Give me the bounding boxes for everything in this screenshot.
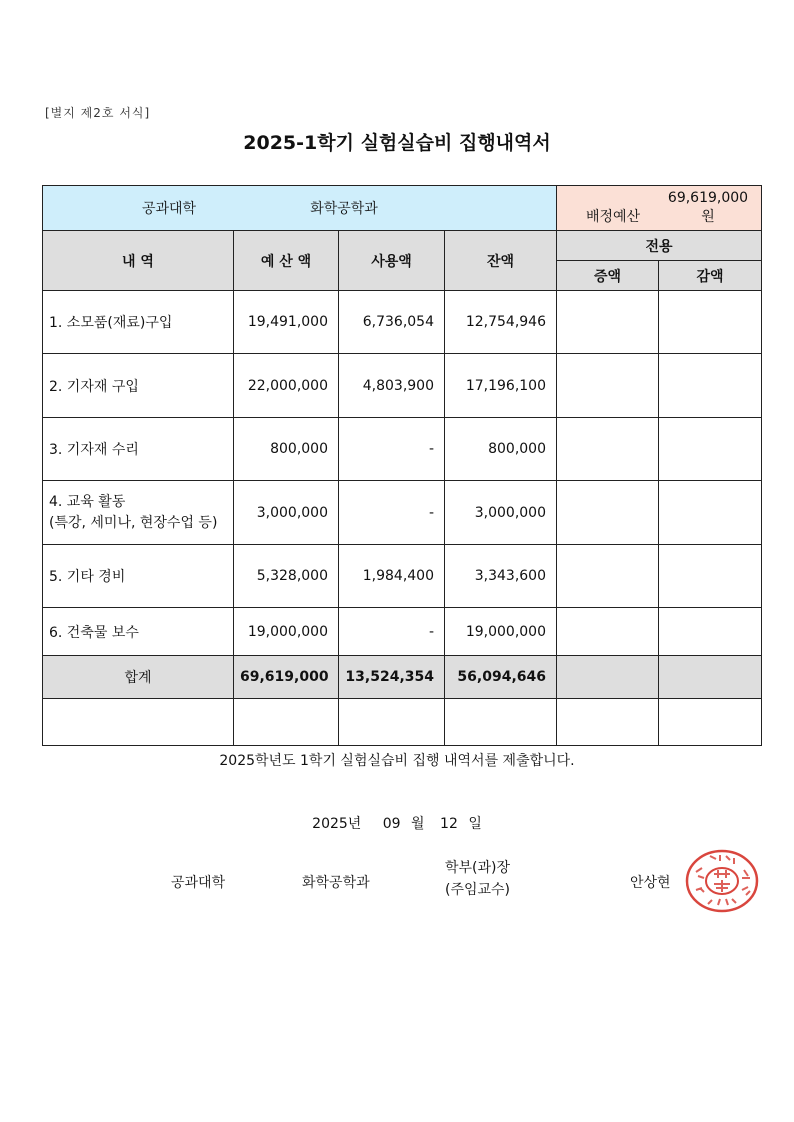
row-item: 1. 소모품(재료)구입: [43, 291, 234, 354]
row-increase: [557, 418, 659, 481]
row-budget: 5,328,000: [234, 545, 339, 608]
date-day-label: 일: [468, 816, 482, 832]
row-used: -: [339, 481, 445, 545]
row-decrease: [659, 481, 762, 545]
table-row: [43, 608, 762, 656]
row-balance: 12,754,946: [445, 291, 557, 354]
signature-position-title: 학부(과)장: [445, 860, 511, 876]
total-row: [43, 656, 762, 699]
col-header-transfer: 전용: [557, 231, 762, 261]
row-used: 6,736,054: [339, 291, 445, 354]
document-title: 2025-1학기 실험실습비 집행내역서: [243, 132, 551, 154]
form-number: [별지 제2호 서식]: [45, 106, 151, 120]
row-increase: [557, 608, 659, 656]
row-item: 3. 기자재 수리: [43, 418, 234, 481]
column-header-row-1: [43, 231, 762, 261]
signature-position: [445, 857, 510, 901]
row-used: 4,803,900: [339, 354, 445, 418]
row-increase: [557, 545, 659, 608]
total-budget: 69,619,000: [234, 656, 339, 699]
col-header-budget: 예 산 액: [234, 231, 339, 291]
table-row: [43, 545, 762, 608]
row-increase: [557, 354, 659, 418]
table-row: [43, 291, 762, 354]
row-used: -: [339, 418, 445, 481]
budget-table: [42, 185, 762, 746]
signature-department: 화학공학과: [302, 875, 370, 891]
row-balance: 3,343,600: [445, 545, 557, 608]
signature-college: 공과대학: [171, 875, 226, 891]
college-name: 공과대학: [141, 201, 197, 217]
allocated-budget-label: 배정예산: [585, 209, 641, 225]
row-balance: 800,000: [445, 418, 557, 481]
allocated-budget-cell: [557, 186, 762, 231]
row-increase: [557, 481, 659, 545]
row-balance: 17,196,100: [445, 354, 557, 418]
row-item: 2. 기자재 구입: [43, 354, 234, 418]
row-budget: 22,000,000: [234, 354, 339, 418]
row-decrease: [659, 608, 762, 656]
total-decrease: [659, 656, 762, 699]
submission-statement: 2025학년도 1학기 실험실습비 집행 내역서를 제출합니다.: [219, 753, 575, 769]
row-budget: 800,000: [234, 418, 339, 481]
row-decrease: [659, 418, 762, 481]
total-used: 13,524,354: [339, 656, 445, 699]
signature-name: 안상현: [630, 875, 671, 891]
signature-position-subtitle: (주임교수): [445, 882, 511, 898]
row-item: [43, 481, 234, 545]
table-row: [43, 354, 762, 418]
table-trailing-space: [43, 699, 762, 746]
date-day-number: 12: [440, 816, 458, 832]
date-month-number: 09: [382, 816, 401, 832]
row-item: 6. 건축물 보수: [43, 608, 234, 656]
col-header-used: 사용액: [339, 231, 445, 291]
allocated-budget-value: 69,619,000 원: [667, 190, 749, 225]
row-decrease: [659, 545, 762, 608]
row-increase: [557, 291, 659, 354]
row-decrease: [659, 354, 762, 418]
date-year: 2025년: [312, 816, 362, 832]
table-row: [43, 418, 762, 481]
table-header-info-row: [43, 186, 762, 231]
total-balance: 56,094,646: [445, 656, 557, 699]
row-used: -: [339, 608, 445, 656]
row-balance: 19,000,000: [445, 608, 557, 656]
col-header-item: 내 역: [43, 231, 234, 291]
row-balance: 3,000,000: [445, 481, 557, 545]
table-row: [43, 481, 762, 545]
row-item-sub: (특강, 세미나, 현장수업 등): [49, 514, 218, 531]
submission-date: [0, 813, 794, 833]
row-item-main: 4. 교육 활동: [49, 493, 126, 510]
total-increase: [557, 656, 659, 699]
date-month-label: 월: [411, 816, 425, 832]
row-item: 5. 기타 경비: [43, 545, 234, 608]
total-label: 합계: [43, 656, 234, 699]
row-budget: 3,000,000: [234, 481, 339, 545]
col-header-balance: 잔액: [445, 231, 557, 291]
row-budget: 19,491,000: [234, 291, 339, 354]
official-seal-icon: [684, 848, 760, 914]
row-used: 1,984,400: [339, 545, 445, 608]
department-name: 화학공학과: [310, 201, 378, 217]
row-decrease: [659, 291, 762, 354]
col-header-increase: 증액: [557, 261, 659, 291]
college-department-cell: [43, 186, 557, 231]
col-header-decrease: 감액: [659, 261, 762, 291]
row-budget: 19,000,000: [234, 608, 339, 656]
